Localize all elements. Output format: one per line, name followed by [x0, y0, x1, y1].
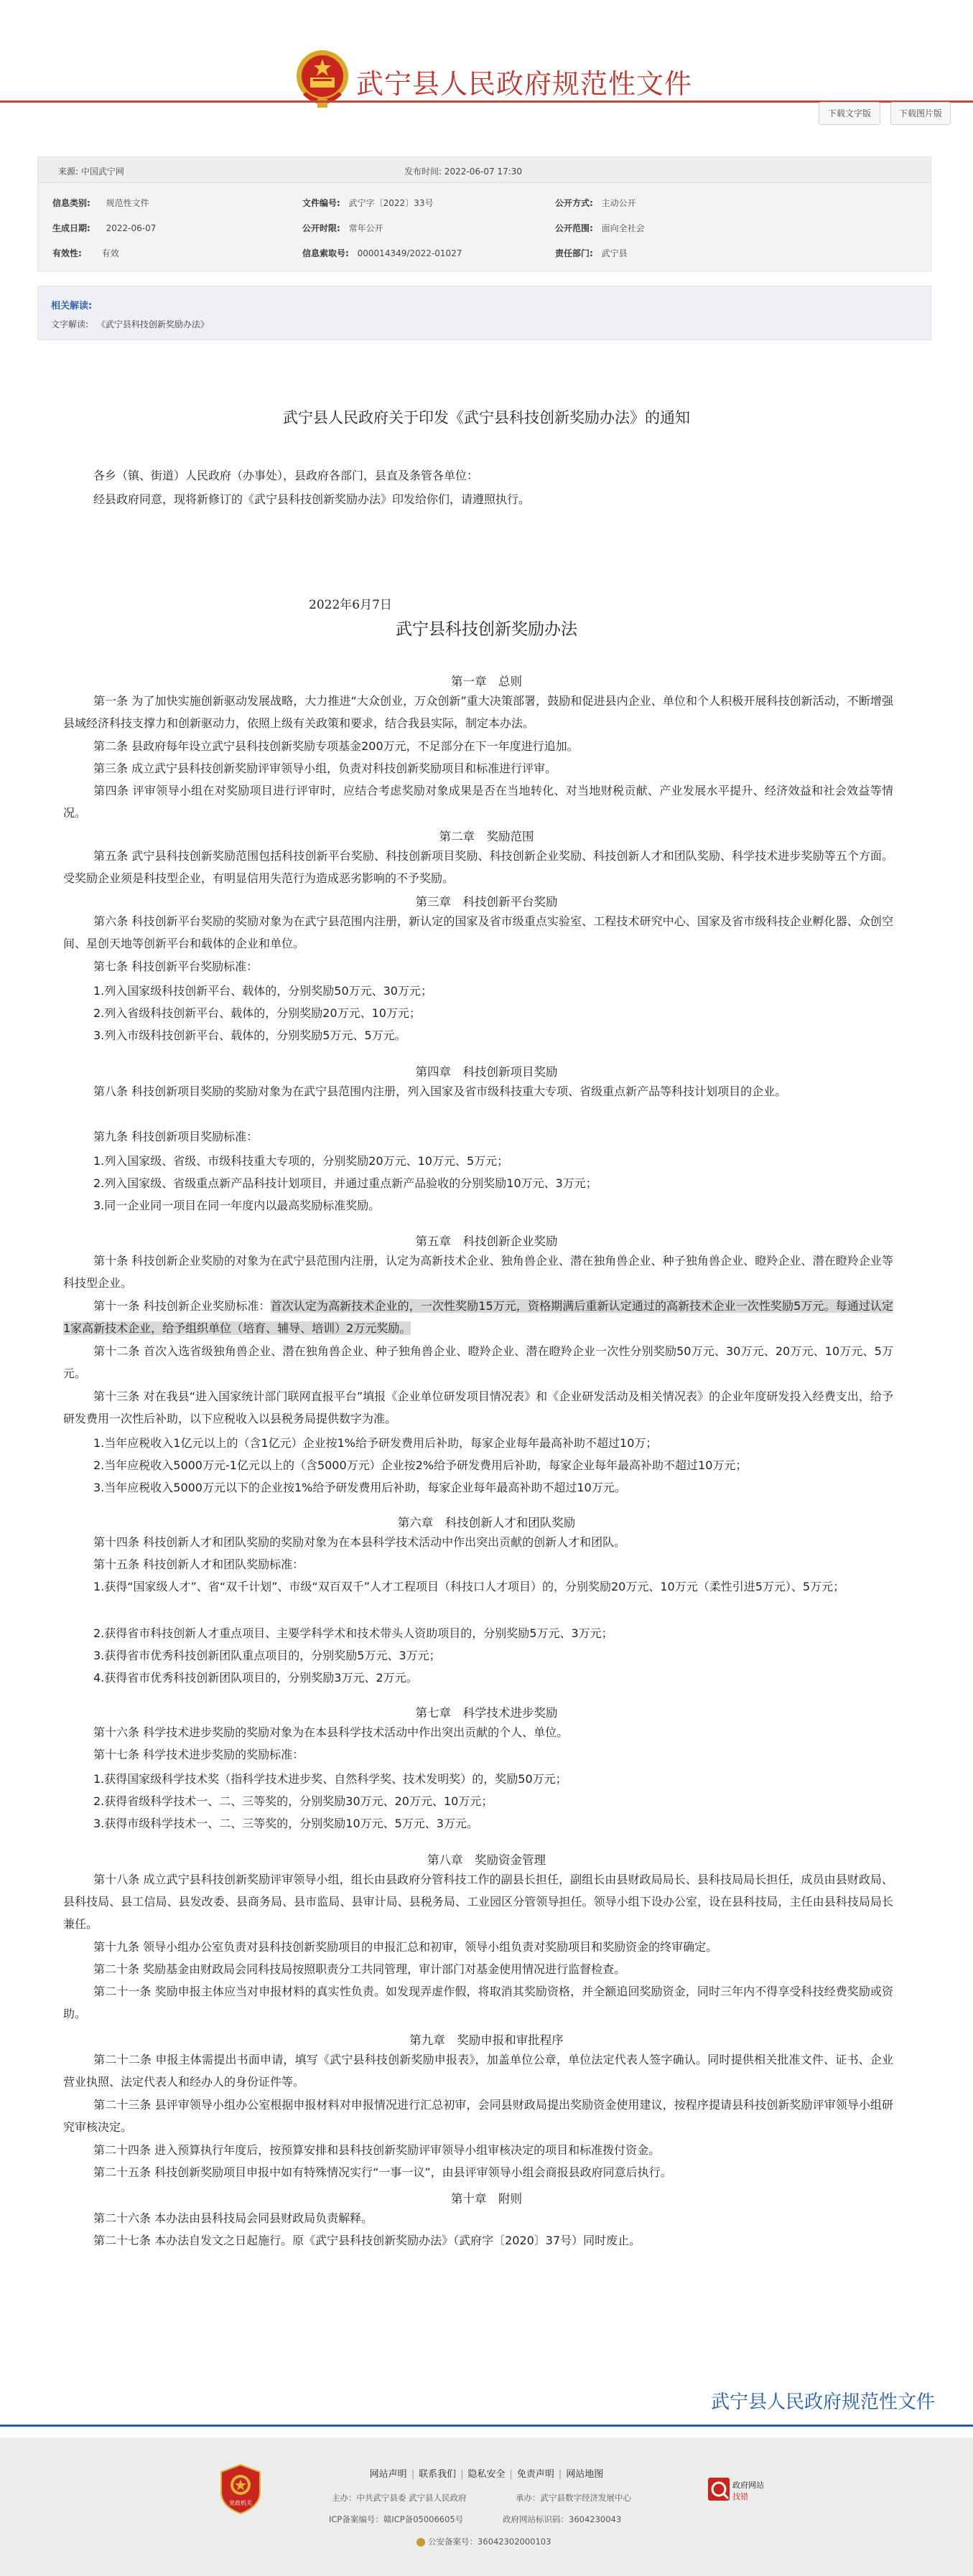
article-27: 第二十七条 本办法自发文之日起施行。原《武宁县科技创新奖励办法》（武府字〔2020〕37号）同时废止。 [93, 2234, 641, 2247]
article-12: 第十二条 首次入选省级独角兽企业、潜在独角兽企业、种子独角兽企业、瞪羚企业、潜在瞪羚企业一次性分别奖励50万元、30万元、20万元、10万元、5万元。 [63, 1344, 893, 1380]
article-2: 第二条 县政府每年设立武宁县科技创新奖励专项基金200万元，不足部分在下一年度进行追加。 [93, 739, 579, 753]
footer-title: 武宁县人民政府规范性文件 [711, 2392, 936, 2413]
list-item: 1.当年应税收入1亿元以上的（含1亿元）企业按1%给予研发费用后补助，每家企业每年最高补助不超过10万； [93, 1436, 658, 1450]
article-11: 第十一条 科技创新企业奖励标准：首次认定为高新技术企业的，一次性奖励15万元，资格期满后重新认定通过的高新技术企业一次性奖励5万元。每通过认定1家高新技术企业，给予组织单位（培育、辅导、培训）2万元奖励。 [63, 1299, 893, 1335]
chapter-heading: 第九章 奖励申报和审批程序 [409, 2033, 564, 2047]
list-item: 3.获得市级科学技术一、二、三等奖的，分别奖励10万元、5万元、3万元。 [93, 1817, 478, 1830]
info-validity: 有效性: 有效 [52, 248, 119, 258]
chapter-heading: 第一章 总则 [451, 675, 522, 688]
article-26: 第二十六条 本办法由县科技局会同县财政局负责解释。 [93, 2211, 373, 2225]
related-link[interactable]: 《武宁县科技创新奖励办法》 [96, 319, 209, 329]
chapter-heading: 第七章 科学技术进步奖励 [415, 1706, 558, 1720]
article-6: 第六条 科技创新平台奖励的奖励对象为在武宁县范围内注册，新认定的国家及省市级重点实验室、工程技术研究中心、国家及省市级科技企业孵化器、众创空间、星创天地等创新平台和载体的企业和单位。 [63, 914, 893, 950]
article-21: 第二十一条 奖励申报主体应当对申报材料的真实性负责。如发现弄虚作假，将取消其奖励资格，并全额追回奖励资金，同时三年内不得享受科技经费奖励或资助。 [63, 1985, 893, 2020]
article-10: 第十条 科技创新企业奖励的对象为在武宁县范围内注册，认定为高新技术企业、独角兽企业、潜在独角兽企业、种子独角兽企业、瞪羚企业、潜在瞪羚企业等科技型企业。 [63, 1254, 893, 1290]
article-13: 第十三条 对在我县“进入国家统计部门联网直报平台”填报《企业单位研发项目情况表》和《企业研发活动及相关情况表》的企业年度研发投入经费支出，给予研发费用一次性后补助，以下应税收入以县税务局提供数字为准。 [63, 1390, 893, 1425]
footer-link-privacy[interactable]: 隐私安全 [467, 2469, 506, 2480]
article-16: 第十六条 科学技术进步奖励的奖励对象为在本县科学技术活动中作出突出贡献的个人、单位。 [93, 1725, 569, 1739]
article-18: 第十八条 成立武宁县科技创新奖励评审领导小组，组长由县政府分管科技工作的副县长担任，副组长由县财政局局长、县科技局局长担任，成员由县财政局、县科技局、县工信局、县发改委、县商务局、县市监局、县审计局、县税务局、工业园区分管领导担任。领导小组下设办公室，设在县科技局，主任由县科技局局长兼任。 [63, 1873, 893, 1931]
related-interpretation-panel [37, 286, 931, 340]
page-header [0, 0, 973, 135]
article-1: 第一条 为了加快实施创新驱动发展战略，大力推进“大众创业，万众创新”重大决策部署，鼓励和促进县内企业、单位和个人积极开展科技创新活动，不断增强县域经济科技支撑力和创新驱动力，依照上级有关政策和要求，结合我县实际，制定本办法。 [63, 694, 893, 730]
article-24: 第二十四条 进入预算执行年度后，按预算安排和县科技创新奖励评审领导小组审核决定的项目和标准拨付资金。 [93, 2143, 661, 2157]
document-info-panel [37, 156, 931, 271]
info-disclosure-period: 公开时限: 常年公开 [302, 223, 383, 233]
list-item: 1.列入国家级科技创新平台、载体的，分别奖励50万元、30万元； [93, 984, 432, 998]
gov-badge-line2: 找错 [732, 2492, 748, 2501]
article-25: 第二十五条 科技创新奖励项目申报中如有特殊情况实行“一事一议”，由县评审领导小组会商报县政府同意后执行。 [93, 2165, 672, 2179]
source-field: 来源: 中国武宁网 [58, 167, 124, 177]
list-item: 3.当年应税收入5000万元以下的企业按1%给予研发费用后补助，每家企业每年最高补助不超过10万元。 [93, 1481, 626, 1494]
footer-link-contact[interactable]: 联系我们 [419, 2469, 457, 2480]
info-file-number: 文件编号: 武宁字〔2022〕33号 [302, 198, 434, 208]
site-footer [0, 2437, 973, 2576]
footer-link-statement[interactable]: 网站声明 [369, 2469, 407, 2480]
chapter-heading: 第二章 奖励范围 [439, 830, 534, 843]
list-item: 1.列入国家级、省级、市级科技重大专项的，分别奖励20万元、10万元、5万元； [93, 1154, 509, 1168]
article-7: 第七条 科技创新平台奖励标准： [93, 960, 259, 973]
party-badge-label: 党政机关 [229, 2500, 252, 2506]
notice-title: 武宁县人民政府关于印发《武宁县科技创新奖励办法》的通知 [283, 409, 690, 426]
article-22: 第二十二条 申报主体需提出书面申请，填写《武宁县科技创新奖励申报表》，加盖单位公章，单位法定代表人签字确认。同时提供相关批准文件、证书、企业营业执照、法定代表人和经办人的身份证件等。 [63, 2053, 893, 2089]
chapter-heading: 第六章 科技创新人才和团队奖励 [397, 1516, 576, 1530]
chapter-heading: 第八章 奖励资金管理 [427, 1853, 546, 1867]
footer-icp: ICP备案编号：赣ICP备05006605号 [329, 2514, 464, 2524]
article-15: 第十五条 科技创新人才和团队奖励标准： [93, 1558, 304, 1571]
list-item: 2.列入省级科技创新平台、载体的，分别奖励20万元、10万元； [93, 1006, 421, 1020]
article-17: 第十七条 科学技术进步奖励的奖励标准： [93, 1748, 304, 1761]
article-4: 第四条 评审领导小组在对奖励项目进行评审时，应结合考虑奖励对象成果是否在当地转化、对当地财税贡献、产业发展水平提升、经济效益和社会效益等情况。 [63, 784, 893, 820]
list-item: 3.列入市级科技创新平台、载体的，分别奖励5万元、5万元。 [93, 1029, 406, 1042]
police-badge-icon [416, 2538, 425, 2547]
footer-divider [0, 2425, 973, 2427]
info-responsible-dept: 责任部门: 武宁县 [555, 248, 628, 258]
list-item: 2.列入国家级、省级重点新产品科技计划项目，并通过重点新产品验收的分别奖励10万元、3万元； [93, 1176, 597, 1190]
list-item: 1.获得国家级科学技术奖（指科学技术进步奖、自然科学奖、技术发明奖）的，奖励50万元； [93, 1772, 567, 1786]
info-disclosure-scope: 公开范围: 面向全社会 [555, 223, 645, 233]
article-14: 第十四条 科技创新人才和团队奖励的奖励对象为在本县科学技术活动中作出突出贡献的创新人才和团队。 [93, 1535, 626, 1549]
list-item: 3.获得省市优秀科技创新团队重点项目的，分别奖励5万元、3万元； [93, 1649, 441, 1662]
chapter-heading: 第十章 附则 [451, 2192, 522, 2206]
info-category: 信息类别: 规范性文件 [52, 198, 149, 208]
chapter-heading: 第五章 科技创新企业奖励 [415, 1235, 558, 1248]
article-5: 第五条 武宁县科技创新奖励范围包括科技创新平台奖励、科技创新项目奖励、科技创新企业奖励、科技创新人才和团队奖励、科学技术进步奖励等五个方面。受奖励企业须是科技型企业，有明显信用失范行为造成恶劣影响的不予奖励。 [63, 849, 893, 885]
notice-body: 经县政府同意，现将新修订的《武宁县科技创新奖励办法》印发给你们，请遵照执行。 [93, 492, 531, 506]
document-title: 武宁县科技创新奖励办法 [396, 620, 577, 639]
chapter-heading: 第四章 科技创新项目奖励 [415, 1065, 558, 1079]
gov-badge-line1: 政府网站 [732, 2481, 764, 2490]
article-20: 第二十条 奖励基金由财政局会同科技局按照职责分工共同管理，审计部门对基金使用情况进行监督检查。 [93, 1962, 626, 1976]
footer-links: 网站声明 | 联系我们 | 隐私安全 | 免责声明 | 网站地图 [369, 2469, 604, 2480]
footer-link-sitemap[interactable]: 网站地图 [566, 2469, 604, 2480]
chapter-heading: 第三章 科技创新平台奖励 [415, 895, 558, 909]
footer-operator: 承办：武宁县数字经济发展中心 [516, 2493, 631, 2503]
info-index-number: 信息索取号: 000014349/2022-01027 [302, 248, 462, 258]
related-item: 文字解读: 《武宁县科技创新奖励办法》 [51, 319, 209, 329]
article-19: 第十九条 领导小组办公室负责对县科技创新奖励项目的申报汇总和初审，领导小组负责对奖励项目和奖励资金的终审确定。 [93, 1940, 718, 1954]
list-item: 2.获得省级科学技术一、二、三等奖的，分别奖励30万元、20万元、10万元； [93, 1794, 493, 1808]
info-generation-date: 生成日期: 2022-06-07 [52, 223, 157, 233]
article-3: 第三条 成立武宁县科技创新奖励评审领导小组，负责对科技创新奖励项目和标准进行评审。 [93, 762, 557, 775]
publish-time-field: 发布时间: 2022-06-07 17:30 [404, 167, 523, 177]
info-disclosure-method: 公开方式: 主动公开 [555, 198, 636, 208]
list-item: 2.获得省市科技创新人才重点项目、主要学科学术和技术带头人资助项目的，分别奖励5万元、3万元； [93, 1626, 613, 1640]
site-title: 武宁县人民政府规范性文件 [356, 68, 693, 100]
footer-site-id: 政府网站标识码：3604230043 [503, 2514, 622, 2524]
gov-site-error-report-icon[interactable] [707, 2473, 771, 2505]
list-item: 2.当年应税收入5000万元-1亿元以上的（含5000万元）企业按2%给予研发费用后补助，每家企业每年最高补助不超过10万元； [93, 1458, 748, 1472]
notice-salutation: 各乡（镇、街道）人民政府（办事处），县政府各部门，县直及条管各单位： [93, 469, 479, 482]
footer-link-disclaimer[interactable]: 免责声明 [516, 2469, 554, 2480]
download-text-button[interactable]: 下载文字版 [819, 102, 880, 125]
document-date: 2022年6月7日 [309, 598, 392, 612]
footer-host: 主办：中共武宁县委 武宁县人民政府 [332, 2493, 467, 2503]
article-23: 第二十三条 县评审领导小组办公室根据申报材料对申报情况进行汇总初审，会同县财政局提出奖励资金使用建议，按程序提请县科技创新奖励评审领导小组研究审核决定。 [63, 2098, 893, 2134]
list-item: 4.获得省市优秀科技创新团队项目的，分别奖励3万元、2万元。 [93, 1671, 418, 1685]
article-9: 第九条 科技创新项目奖励标准： [93, 1130, 259, 1143]
highlighted-text: 首次认定为高新技术企业的，一次性奖励15万元，资格期满后重新认定通过的高新技术企业一次性奖励5万元。每通过认定1家高新技术企业，给予组织单位（培育、辅导、培训）2万元奖励。 [63, 1299, 893, 1335]
download-image-button[interactable]: 下载图片版 [890, 102, 951, 125]
related-title: 相关解读: [51, 301, 93, 312]
footer-police: 公安备案号：36042302000103 [416, 2536, 551, 2547]
list-item: 3.同一企业同一项目在同一年度内以最高奖励标准奖励。 [93, 1199, 381, 1212]
list-item: 1.获得“国家级人才”、省“双千计划”、市级“双百双千”人才工程项目（科技口人才项目）的，分别奖励20万元、10万元（柔性引进5万元）、5万元； [93, 1580, 845, 1593]
article-8: 第八条 科技创新项目奖励的奖励对象为在武宁县范围内注册，列入国家及省市级科技重大专项、省级重点新产品等科技计划项目的企业。 [93, 1085, 787, 1098]
